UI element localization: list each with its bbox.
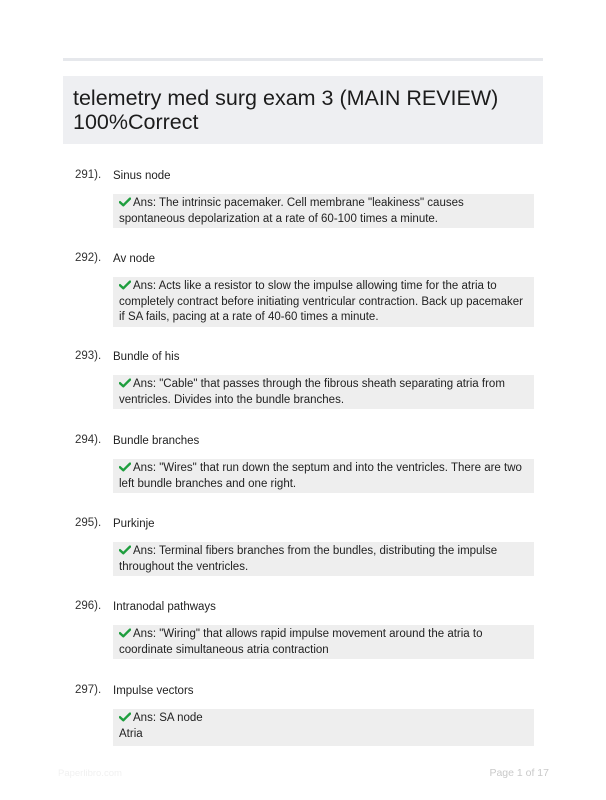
answer-box <box>113 709 534 746</box>
question-number: 297). <box>75 684 102 696</box>
page-number: Page 1 of 17 <box>489 767 549 779</box>
question-text: Sinus node <box>113 170 171 182</box>
question-text: Impulse vectors <box>113 685 194 697</box>
check-icon <box>119 545 131 555</box>
top-divider <box>63 58 543 61</box>
question-number: 291). <box>75 169 102 181</box>
question-text: Intranodal pathways <box>113 601 216 613</box>
check-icon <box>119 378 131 388</box>
answer-box <box>113 277 534 327</box>
answer-text: Ans: Acts like a resistor to slow the impulse allowing time for the atria to completely contract before initiating ventricular contraction. Back up pacemaker if SA fails, pacing at a rate of 40-60 times a minute. <box>119 280 523 323</box>
answer-box <box>113 542 534 576</box>
question-number: 292). <box>75 252 102 264</box>
document-title: telemetry med surg exam 3 (MAIN REVIEW) 100%Correct <box>73 86 499 134</box>
answer-box <box>113 459 534 493</box>
question-text: Bundle of his <box>113 351 180 363</box>
check-icon <box>119 280 131 290</box>
question-number: 293). <box>75 350 102 362</box>
question-number: 295). <box>75 517 102 529</box>
question-text: Bundle branches <box>113 435 200 447</box>
answer-text: Ans: The intrinsic pacemaker. Cell membrane "leakiness" causes spontaneous depolarization at a rate of 60-100 times a minute. <box>119 197 464 225</box>
footer-watermark: Paperlibro.com <box>58 768 122 779</box>
answer-box <box>113 625 534 659</box>
title-banner <box>63 76 543 144</box>
check-icon <box>119 462 131 472</box>
answer-box <box>113 375 534 409</box>
question-text: Av node <box>113 253 155 265</box>
answer-text: Ans: "Wires" that run down the septum and into the ventricles. There are two left bundle branches and one right. <box>119 462 522 490</box>
answer-text: Ans: Terminal fibers branches from the bundles, distributing the impulse throughout the ventricles. <box>119 545 498 573</box>
answer-box <box>113 194 534 228</box>
check-icon <box>119 197 131 207</box>
answer-text: Ans: "Cable" that passes through the fibrous sheath separating atria from ventricles. Divides into the bundle branches. <box>119 378 505 406</box>
answer-text: Ans: SA node <box>133 712 203 724</box>
answer-text-line2: Atria <box>119 727 143 740</box>
question-number: 294). <box>75 434 102 446</box>
question-number: 296). <box>75 600 102 612</box>
question-text: Purkinje <box>113 518 155 530</box>
answer-text: Ans: "Wiring" that allows rapid impulse movement around the atria to coordinate simultaneous atria contraction <box>119 628 483 656</box>
check-icon <box>119 712 131 722</box>
check-icon <box>119 628 131 638</box>
